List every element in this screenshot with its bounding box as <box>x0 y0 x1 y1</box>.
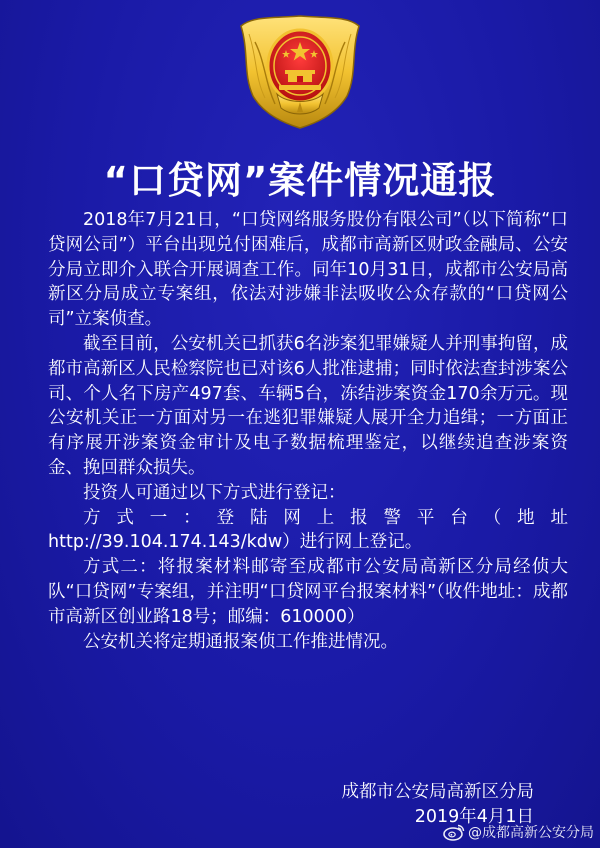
paragraph-closing: 公安机关将定期通报案侦工作推进情况。 <box>83 631 398 652</box>
weibo-watermark <box>443 822 594 842</box>
paragraph-method-one: 方式一：登陆网上报警平台（地址http://39.104.174.143/kdw）进行网上登记。 <box>48 507 568 553</box>
signature-org: 成都市公安局高新区分局 <box>341 782 534 802</box>
signature-date: 2019年4月1日 <box>414 807 534 827</box>
paragraph-progress: 截至目前，公安机关已抓获6名涉案犯罪嫌疑人并刑事拘留，成都市高新区人民检察院也已对该6人批准逮捕；同时依法查封涉案公司、个人名下房产497套、车辆5台，冻结涉案资金170余万元。现公安机关正一方面对另一在逃犯罪嫌疑人展开全力追缉；一方面正有序展开涉案资金审计及电子数据梳理鉴定，以继续追查涉案资金、挽回群众损失。 <box>48 333 568 478</box>
weibo-icon <box>443 823 465 841</box>
notice-body <box>48 208 568 654</box>
page-title: “口贷网”案件情况通报 <box>103 159 497 202</box>
paragraph-background: 2018年7月21日，“口贷网络服务股份有限公司”（以下简称“口贷网公司”）平台出现兑付困难后，成都市高新区财政金融局、公安分局立即介入联合开展调查工作。同年10月31日，成都市公安局高新区分局成立专案组，依法对涉嫌非法吸收公众存款的“口贷网公司”立案侦查。 <box>48 210 568 330</box>
paragraph-registration-intro: 投资人可通过以下方式进行登记： <box>83 482 346 503</box>
paragraph-method-two: 方式二：将报案材料邮寄至成都市公安局高新区分局经侦大队“口贷网”专案组，并注明“口贷网平台报案材料”（收件地址：成都市高新区创业路18号；邮编：610000） <box>48 557 568 627</box>
watermark-text: @成都高新公安分局 <box>468 825 594 841</box>
police-badge-emblem-icon <box>235 12 365 130</box>
